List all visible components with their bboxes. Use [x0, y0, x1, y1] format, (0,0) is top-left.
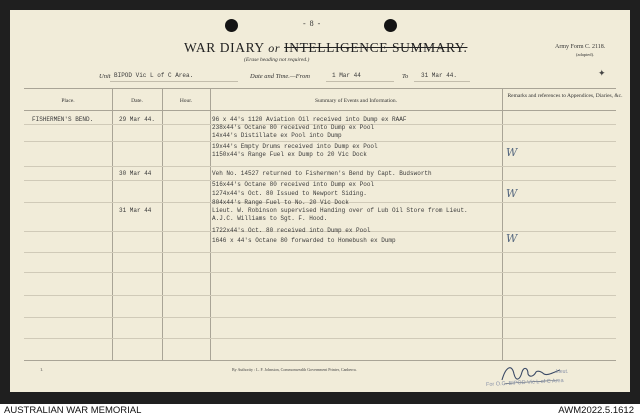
entry-line: 96 x 44's 1120 Aviation Oil received into Dump ex RAAF — [212, 116, 407, 123]
title-subtitle: (Erase heading not required.) — [244, 57, 310, 63]
column-header-remarks: Remarks and references to Appendices, Diaries, &c. — [507, 93, 623, 99]
unit-value: BIPOD Vic L of C Area. — [114, 72, 194, 79]
entry-line: 804x44's Range Fuel to No. 20 Vic Dock — [212, 199, 349, 206]
unit-label: Unit — [99, 73, 111, 80]
column-header-place: Place. — [61, 98, 75, 104]
entry-line: Lieut. W. Robinson supervised Handing over of Lub Oil Store from Lieut. — [212, 207, 468, 214]
date-31-mar: 31 Mar 44 — [119, 207, 152, 214]
entry-line: 19x44's Empty Drums received into Dump ex Pool — [212, 143, 378, 150]
ruled-line — [24, 317, 616, 318]
from-date-value: 1 Mar 44 — [332, 72, 361, 79]
entry-line: 14x44's Distillate ex Pool into Dump — [212, 132, 342, 139]
date-30-mar: 30 Mar 44 — [119, 170, 152, 177]
to-date-value: 31 Mar 44. — [421, 72, 458, 79]
entry-line: 1646 x 44's Octane 80 forwarded to Homebush ex Dump — [212, 237, 396, 244]
signature-rank: Lieut. — [556, 369, 569, 375]
margin-initial: W — [506, 187, 518, 200]
footer-number: 1. — [40, 367, 44, 372]
ruled-line — [24, 166, 616, 167]
entry-line: 1274x44's Oct. 80 Issued to Newport Siding. — [212, 190, 367, 197]
entry-line: 1722x44's Oct. 80 received into Dump ex Pool — [212, 227, 371, 234]
entry-line: 516x44's Octane 80 received into Dump ex Pool — [212, 181, 375, 188]
archive-caption: AUSTRALIAN WAR MEMORIAL — [4, 405, 142, 416]
margin-initial: W — [506, 146, 518, 159]
column-divider — [502, 88, 503, 360]
title-or: or — [268, 41, 281, 55]
entry-line: 238x44's Octane 80 received into Dump ex Pool — [212, 124, 375, 131]
ruled-line — [24, 295, 616, 296]
title-war-diary: WAR DIARY — [184, 40, 265, 55]
from-underline — [326, 81, 394, 82]
column-divider — [112, 88, 113, 360]
punch-hole — [384, 19, 397, 32]
column-header-hour: Hour. — [179, 98, 193, 104]
army-form-adapted: (adapted). — [576, 52, 595, 57]
ruled-line — [24, 141, 616, 142]
unit-underline — [110, 81, 238, 82]
column-divider — [210, 88, 211, 360]
entry-line: A.J.C. Williams to Sgt. F. Hood. — [212, 215, 328, 222]
entry-line: 1150x44's Range Fuel ex Dump to 20 Vic Dock — [212, 151, 367, 158]
date-time-label: Date and Time.—From — [250, 73, 310, 80]
entry-line: Veh No. 14527 returned to Fishermen's Bend by Capt. Budsworth — [212, 170, 432, 177]
ruled-line — [24, 252, 616, 253]
page-number: - 8 - — [303, 19, 322, 28]
title-intelligence-summary: INTELLIGENCE SUMMARY. — [284, 40, 468, 55]
margin-initial: W — [506, 232, 518, 245]
to-label: To — [402, 73, 409, 80]
column-header-summary: Summary of Events and Information. — [314, 98, 398, 104]
date-29-mar: 29 Mar 44. — [119, 116, 156, 123]
punch-hole — [225, 19, 238, 32]
to-underline — [414, 81, 470, 82]
ruled-line — [24, 338, 616, 339]
column-header-date: Date. — [131, 98, 143, 104]
army-form-ref: Army Form C. 2118. — [555, 44, 606, 50]
unit-stamp: For O.C. BIPOD Vic L of C Area — [485, 377, 564, 389]
diary-title — [184, 40, 467, 56]
pin-mark: ✦ — [598, 68, 606, 78]
archive-reference: AWM2022.5.1612 — [558, 405, 634, 416]
printer-note: By Authority : L. F. Johnston, Commonwealth Government Printer, Canberra. — [232, 367, 357, 372]
place-value: FISHERMEN'S BEND. — [32, 116, 94, 123]
column-divider — [162, 88, 163, 360]
ruled-line — [24, 272, 616, 273]
war-diary-sheet — [10, 10, 630, 392]
